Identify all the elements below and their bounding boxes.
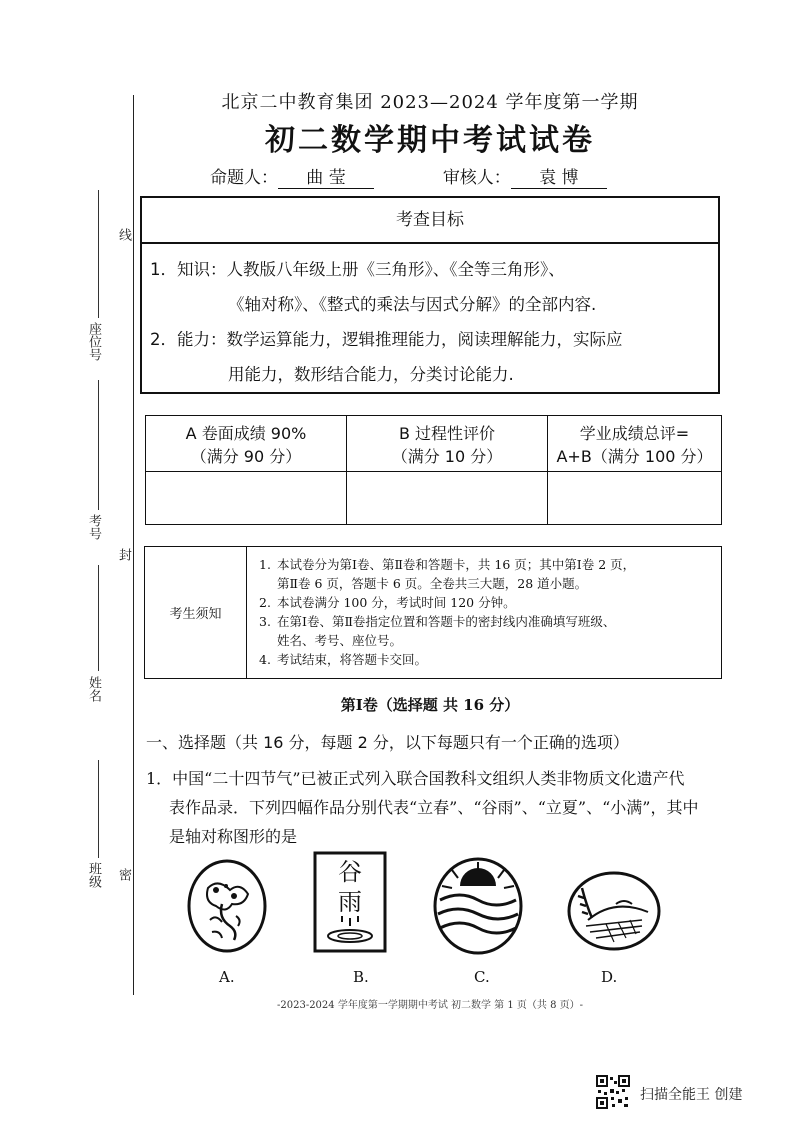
question-1-line-1: 1．中国“二十四节气”已被正式列入联合国教科文组织人类非物质文化遗产代 bbox=[146, 769, 685, 788]
school-line: 北京二中教育集团 2023—2024 学年度第一学期 bbox=[221, 92, 639, 113]
reviewer-label: 审核人： bbox=[442, 168, 511, 188]
score-header-b-line-2: （满分 10 分） bbox=[391, 446, 503, 466]
goal-item-1-line-2: 《轴对称》、《整式的乘法与因式分解》的全部内容. bbox=[228, 295, 597, 314]
goal-item-1-line-1: 1．知识：人教版八年级上册《三角形》、《全等三角形》、 bbox=[150, 260, 565, 279]
score-cell-c[interactable] bbox=[548, 472, 722, 525]
option-c-image bbox=[432, 856, 524, 956]
reviewer-name: 袁 博 bbox=[511, 163, 607, 189]
score-header-c-line-2: A+B（满分 100 分） bbox=[556, 446, 713, 466]
binding-line bbox=[133, 95, 134, 995]
notice-item: 3. 在第Ⅰ卷、第Ⅱ卷指定位置和答题卡的密封线内准确填写班级、 姓名、考号、座位号。 bbox=[259, 614, 616, 648]
class-field-rule bbox=[98, 760, 99, 858]
page-footer: -2023-2024 学年度第一学期期中考试 初二数学 第 1 页（共 8 页）- bbox=[276, 1000, 583, 1011]
score-header-c bbox=[548, 416, 722, 472]
notice-item: 4. 考试结束，将答题卡交回。 bbox=[259, 652, 428, 667]
name-field-rule bbox=[98, 565, 99, 671]
author-line bbox=[210, 163, 690, 189]
part-heading: 一、选择题（共 16 分，每题 2 分，以下每题只有一个正确的选项） bbox=[146, 733, 629, 752]
option-a-image bbox=[186, 858, 268, 954]
section-heading: 第Ⅰ卷（选择题 共 16 分） bbox=[340, 696, 520, 714]
score-header-b-line-1: B 过程性评价 bbox=[398, 423, 496, 443]
score-header-c-line-1: 学业成绩总评= bbox=[579, 423, 690, 443]
goals-heading: 考查目标 bbox=[142, 198, 718, 244]
score-table bbox=[145, 415, 722, 525]
qr-code-icon bbox=[596, 1075, 630, 1109]
option-b-label[interactable]: B. bbox=[353, 968, 369, 986]
notice-item: 2. 本试卷满分 100 分，考试时间 120 分钟。 bbox=[259, 595, 516, 610]
author-label: 命题人： bbox=[210, 168, 278, 188]
question-1-line-3: 是轴对称图形的是 bbox=[169, 827, 298, 846]
binding-mark-seal: 封 bbox=[116, 548, 131, 561]
class-field-label: 班级 bbox=[86, 862, 101, 888]
option-d-label[interactable]: D. bbox=[601, 968, 618, 986]
goal-item-2-line-2: 用能力，数形结合能力，分类讨论能力. bbox=[228, 365, 514, 384]
goal-item-2-line-1: 2．能力：数学运算能力，逻辑推理能力，阅读理解能力，实际应 bbox=[150, 330, 623, 349]
score-header-a bbox=[146, 416, 347, 472]
goals-box bbox=[140, 196, 720, 394]
exam-no-field-rule bbox=[98, 380, 99, 510]
option-d-image bbox=[566, 870, 662, 952]
score-header-a-line-2: （满分 90 分） bbox=[190, 446, 302, 466]
binding-mark-secret: 密 bbox=[116, 868, 131, 881]
notice-item: 1. 本试卷分为第Ⅰ卷、第Ⅱ卷和答题卡，共 16 页；其中第Ⅰ卷 2 页， 第Ⅱ卷 6 页，答题卡 6 页。全卷共三大题，28 道小题。 bbox=[259, 557, 636, 591]
option-c-label[interactable]: C. bbox=[474, 968, 490, 986]
notice-box bbox=[144, 546, 722, 679]
question-1 bbox=[146, 764, 736, 851]
option-b-char-1: 谷 bbox=[338, 858, 362, 886]
notice-label: 考生须知 bbox=[145, 547, 247, 678]
seat-field-label: 座位号 bbox=[86, 322, 101, 361]
option-b-image bbox=[312, 850, 388, 954]
option-b-char-2: 雨 bbox=[338, 888, 362, 916]
question-1-line-2: 表作品录．下列四幅作品分别代表“立春”、“谷雨”、“立夏”、“小满”，其中 bbox=[169, 798, 699, 817]
option-a-label[interactable]: A. bbox=[219, 968, 235, 986]
author-name: 曲 莹 bbox=[278, 163, 374, 189]
scanner-watermark: 扫描全能王 创建 bbox=[640, 1087, 743, 1103]
score-cell-b[interactable] bbox=[347, 472, 548, 525]
notice-list bbox=[259, 555, 719, 669]
score-header-b bbox=[347, 416, 548, 472]
seat-field-rule bbox=[98, 190, 99, 318]
exam-no-field-label: 考号 bbox=[86, 514, 101, 540]
name-field-label: 姓名 bbox=[86, 676, 101, 702]
score-cell-a[interactable] bbox=[146, 472, 347, 525]
page-title: 初二数学期中考试试卷 bbox=[265, 123, 595, 158]
score-header-a-line-1: A 卷面成绩 90% bbox=[185, 423, 307, 443]
binding-mark-line: 线 bbox=[116, 228, 131, 241]
